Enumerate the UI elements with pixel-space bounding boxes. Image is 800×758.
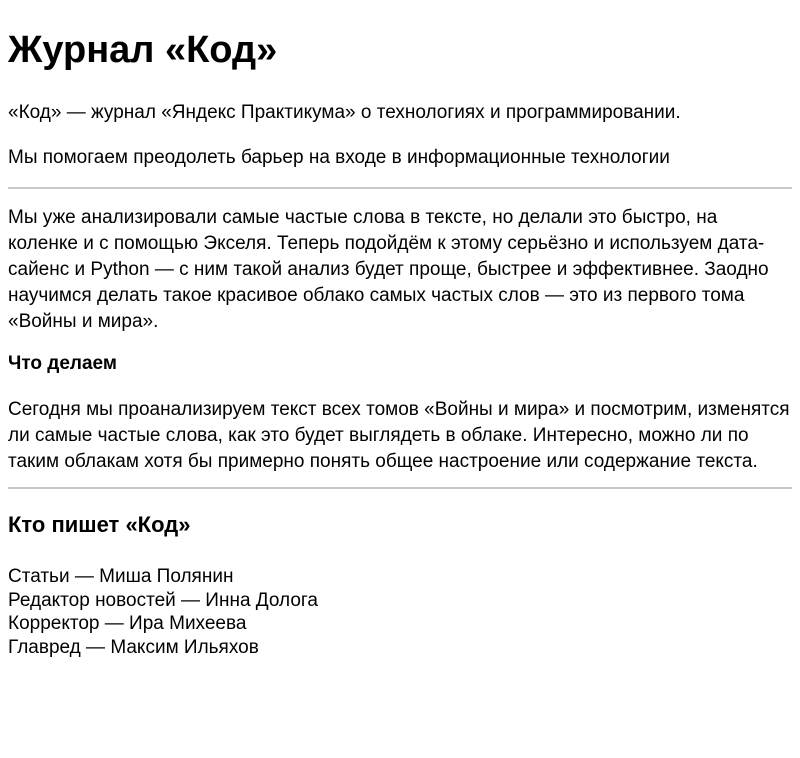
intro-line-1: «Код» — журнал «Яндекс Практикума» о технологиях и программировании. bbox=[8, 102, 681, 123]
page-title: Журнал «Код» bbox=[8, 29, 278, 71]
author-item: Главред — Максим Ильяхов bbox=[8, 636, 259, 658]
authors-list bbox=[8, 565, 790, 659]
article-paragraph: Сегодня мы проанализируем текст всех томов «Войны и мира» и посмотрим, изменятся ли самые частые слова, как это будет выглядеть в облаке. Интересно, можно ли по таким облакам хотя бы примерно понять общее настроение или содержание текста. bbox=[8, 399, 790, 472]
divider bbox=[8, 487, 792, 489]
divider bbox=[8, 187, 792, 189]
article-paragraph: Мы уже анализировали самые частые слова в тексте, но делали это быстро, на коленке и с помощью Экселя. Теперь подойдём к этому серьёзно и используем дата-сайенс и Python — с ним такой анализ будет проще, быстрее и эффективнее. Заодно научимся делать такое красивое облако самых частых слов — это из первого тома «Войны и мира». bbox=[8, 207, 769, 332]
intro-line-2: Мы помогаем преодолеть барьер на входе в информационные технологии bbox=[8, 147, 670, 168]
author-item: Корректор — Ира Михеева bbox=[8, 613, 247, 634]
author-item: Редактор новостей — Инна Долога bbox=[8, 589, 318, 611]
section-subheading: Что делаем bbox=[8, 353, 117, 374]
author-item: Статьи — Миша Полянин bbox=[8, 566, 234, 587]
authors-heading: Кто пишет «Код» bbox=[8, 512, 191, 537]
